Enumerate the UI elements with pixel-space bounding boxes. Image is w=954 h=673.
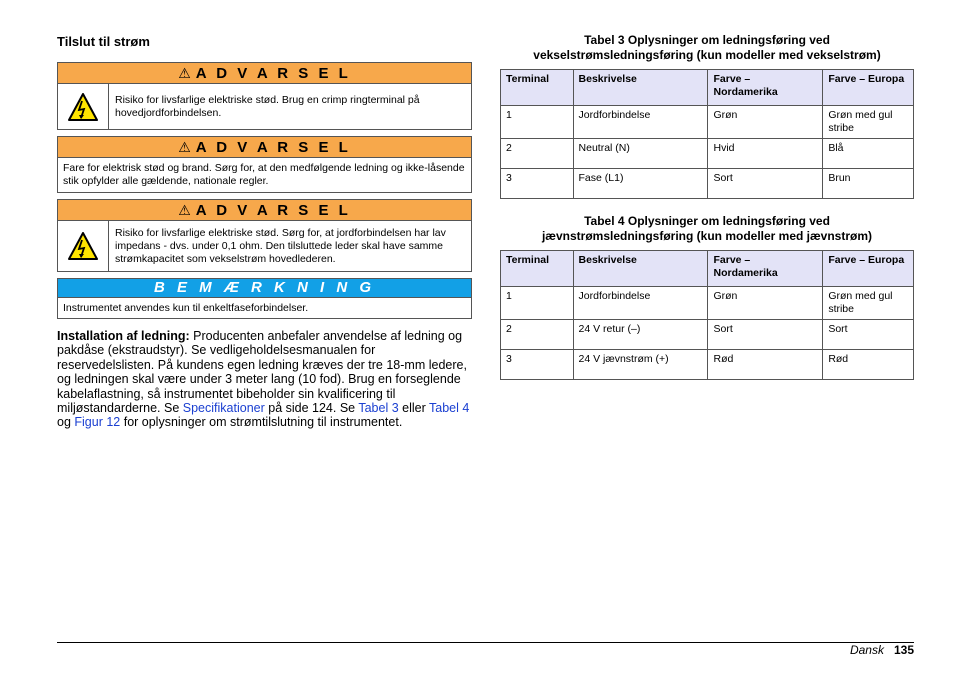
paragraph-text: eller — [398, 401, 430, 416]
table-cell: 3 — [501, 350, 574, 380]
link-tabel-4[interactable]: Tabel 4 — [429, 401, 470, 416]
table-cell: Rød — [823, 350, 914, 380]
table-cell: Jordforbindelse — [573, 106, 708, 139]
warning-triangle-icon: ⚠ — [178, 65, 191, 81]
note-header: B E M Æ R K N I N G — [58, 279, 471, 298]
table-row — [501, 139, 914, 169]
table-cell: Grøn med gul stribe — [823, 106, 914, 139]
paragraph-text: og — [57, 415, 75, 430]
table-3 — [500, 69, 914, 199]
table-cell: Sort — [823, 320, 914, 350]
table-cell: 1 — [501, 287, 574, 320]
section-title: Tilslut til strøm — [57, 34, 150, 49]
table-row — [501, 169, 914, 199]
warning-text: Risiko for livsfarlige elektriske stød. Brug en crimp ringterminal på hovedjordforbindelsen. — [115, 93, 420, 119]
link-figur-12[interactable]: Figur 12 — [74, 415, 121, 430]
table-caption — [500, 214, 914, 244]
table-header-row — [501, 251, 914, 287]
column-header: Terminal — [501, 70, 574, 106]
paragraph-lead: Installation af ledning: — [57, 329, 190, 343]
warning-label: A D V A R S E L — [195, 65, 351, 82]
table-cell: Brun — [823, 169, 914, 199]
warning-header — [58, 200, 471, 221]
left-column — [57, 34, 472, 430]
table-caption — [500, 33, 914, 63]
column-header: Farve – Europa — [823, 251, 914, 287]
table-cell: Neutral (N) — [573, 139, 708, 169]
link-tabel-3[interactable]: Tabel 3 — [358, 401, 399, 416]
table-row — [501, 287, 914, 320]
column-header: Farve – Nordamerika — [708, 251, 823, 287]
table-row — [501, 350, 914, 380]
warning-box-3 — [57, 199, 472, 272]
installation-paragraph — [57, 329, 472, 430]
table-cell: 2 — [501, 320, 574, 350]
table-cell: Hvid — [708, 139, 823, 169]
warning-header — [58, 137, 471, 158]
warning-body — [58, 221, 471, 271]
electrical-hazard-icon — [58, 84, 109, 129]
warning-triangle-icon: ⚠ — [178, 202, 191, 218]
table-cell: Jordforbindelse — [573, 287, 708, 320]
page-footer — [850, 643, 914, 657]
note-body — [58, 298, 471, 318]
column-header: Beskrivelse — [573, 70, 708, 106]
column-header: Farve – Nordamerika — [708, 70, 823, 106]
right-column — [500, 33, 914, 380]
warning-body — [58, 84, 471, 129]
caption-line: vekselstrømsledningsføring (kun modeller med vekselstrøm) — [533, 48, 881, 62]
column-header: Terminal — [501, 251, 574, 287]
table-header-row — [501, 70, 914, 106]
caption-line: Tabel 4 Oplysninger om ledningsføring ved — [584, 214, 830, 228]
warning-text: Fare for elektrisk stød og brand. Sørg for, at den medfølgende ledning og ikke-låsende stik opfylder alle gældende, nationale regler. — [63, 162, 465, 187]
table-cell: 1 — [501, 106, 574, 139]
warning-header — [58, 63, 471, 84]
warning-box-1 — [57, 62, 472, 130]
table-4 — [500, 250, 914, 380]
table-row — [501, 106, 914, 139]
table-cell: 2 — [501, 139, 574, 169]
electrical-hazard-icon — [58, 221, 109, 271]
page-number: 135 — [893, 643, 914, 657]
note-box — [57, 278, 472, 319]
warning-box-2 — [57, 136, 472, 193]
table-cell: Grøn — [708, 287, 823, 320]
table-cell: Grøn med gul stribe — [823, 287, 914, 320]
column-header: Beskrivelse — [573, 251, 708, 287]
warning-body — [58, 158, 471, 192]
note-text: Instrumentet anvendes kun til enkeltfaseforbindelser. — [63, 301, 309, 314]
table-row — [501, 320, 914, 350]
link-specifikationer[interactable]: Specifikationer — [182, 401, 265, 416]
table-cell: Rød — [708, 350, 823, 380]
table-cell: 24 V jævnstrøm (+) — [573, 350, 708, 380]
table-cell: 3 — [501, 169, 574, 199]
footer-divider — [57, 642, 914, 643]
caption-line: Tabel 3 Oplysninger om ledningsføring ved — [584, 33, 830, 47]
table-cell: Sort — [708, 169, 823, 199]
footer-language: Dansk — [849, 643, 884, 657]
table-cell: Blå — [823, 139, 914, 169]
warning-triangle-icon: ⚠ — [178, 139, 191, 155]
warning-text: Risiko for livsfarlige elektriske stød. Sørg for, at jordforbindelsen har lav impedans - dvs. under 0,1 ohm. Den tilsluttede leder skal have samme strømkapacitet som vekselstrøm hovedlederen. — [115, 226, 446, 265]
paragraph-text: på side 124. Se — [264, 401, 359, 416]
paragraph-text: for oplysninger om strømtilslutning til instrumentet. — [120, 415, 403, 430]
table-cell: Sort — [708, 320, 823, 350]
column-header: Farve – Europa — [823, 70, 914, 106]
table-cell: Fase (L1) — [573, 169, 708, 199]
warning-label: A D V A R S E L — [195, 202, 351, 219]
warning-label: A D V A R S E L — [195, 139, 351, 156]
paragraph-text: Producenten anbefaler anvendelse af ledning og pakdåse (ekstraudstyr). Se vedligeholdelsesmanualen for reservedelslisten. På kundens egen ledning kræves der tre 18-mm ledere, og ledningen skal være under 3 meter lang (10 fod). Brug en forseglende kabelaflastning, så instrumentet bibeholder sin kvalificering til miljøstandarderne. Se — [57, 329, 467, 416]
caption-line: jævnstrømsledningsføring (kun modeller med jævnstrøm) — [541, 229, 873, 243]
table-cell: 24 V retur (–) — [573, 320, 708, 350]
table-cell: Grøn — [708, 106, 823, 139]
